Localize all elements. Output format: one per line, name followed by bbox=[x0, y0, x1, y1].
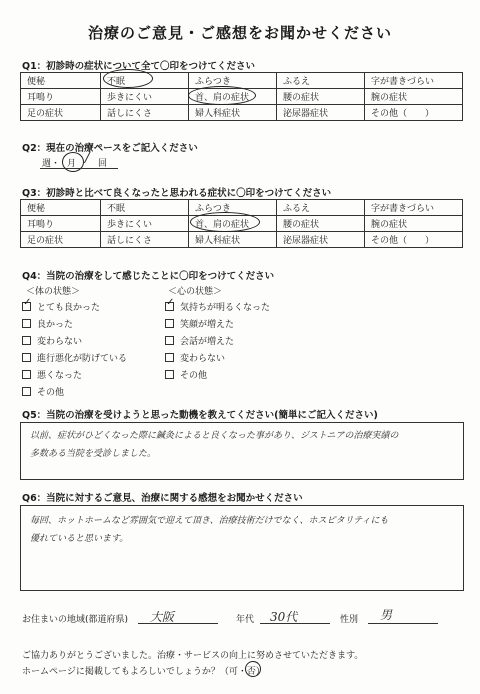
q4-mind-option[interactable]: その他 bbox=[165, 368, 207, 381]
q1-cell[interactable]: 歩きにくい bbox=[101, 89, 189, 105]
checkbox-icon[interactable] bbox=[22, 353, 31, 362]
checkbox-icon[interactable] bbox=[165, 370, 174, 379]
gender-underline[interactable] bbox=[368, 623, 438, 624]
q2-heading: Q2：現在の治療ペースをご記入ください bbox=[22, 143, 198, 154]
q3-cell[interactable]: ふらつき bbox=[189, 200, 277, 216]
q1-cell[interactable]: その他（ ） bbox=[365, 105, 463, 121]
q3-cell[interactable]: ふるえ bbox=[277, 200, 365, 216]
q4-mind-title: ＜心の状態＞ bbox=[168, 287, 223, 297]
q1-cell[interactable]: 泌尿器症状 bbox=[277, 105, 365, 121]
q6-answer-line: 優れていると思います。 bbox=[30, 534, 129, 544]
q6-answer-line: 毎回、ホットホームなど雰囲気で迎えて頂き、治療技術だけでなく、ホスピタリティにも bbox=[30, 516, 389, 526]
q1-cell[interactable]: 腕の症状 bbox=[365, 89, 463, 105]
q1-circle-mark bbox=[103, 69, 153, 88]
q1-cell[interactable]: ふらつき bbox=[189, 73, 277, 89]
q6-heading: Q6：当院に対するご意見、治療に関する感想をお聞かせください bbox=[22, 493, 303, 504]
q3-cell[interactable]: 便秘 bbox=[21, 200, 101, 216]
checkbox-icon[interactable] bbox=[22, 336, 31, 345]
checkbox-icon[interactable] bbox=[165, 319, 174, 328]
q3-cell[interactable]: 足の症状 bbox=[21, 232, 101, 248]
checkbox-icon[interactable] bbox=[165, 353, 174, 362]
age-underline[interactable] bbox=[260, 623, 330, 624]
region-value: 大阪 bbox=[150, 610, 175, 624]
q4-body-option[interactable]: 悪くなった bbox=[22, 368, 82, 381]
q3-cell[interactable]: 婦人科症状 bbox=[189, 232, 277, 248]
gender-label: 性別 bbox=[340, 615, 359, 625]
q1-cell[interactable]: 首、肩の症状 bbox=[189, 89, 277, 105]
q1-circle-mark bbox=[188, 86, 256, 105]
q3-cell[interactable]: 耳鳴り bbox=[21, 216, 101, 232]
q3-cell[interactable]: 字が書きづらい bbox=[365, 200, 463, 216]
q4-mind-option[interactable]: 会話が増えた bbox=[165, 334, 234, 347]
region-underline[interactable] bbox=[138, 623, 218, 624]
thanks-line: ご協力ありがとうございました。治療・サービスの向上に努めさせていただきます。 bbox=[22, 651, 364, 661]
q4-body-option[interactable]: 良かった bbox=[22, 317, 73, 330]
checkbox-icon[interactable] bbox=[165, 336, 174, 345]
q3-cell[interactable]: 泌尿器症状 bbox=[277, 232, 365, 248]
checkbox-icon[interactable] bbox=[22, 387, 31, 396]
q4-body-option[interactable]: 進行悪化が防げている bbox=[22, 351, 127, 364]
q5-heading: Q5：当院の治療を受けようと思った動機を教えてください(簡単にご記入ください) bbox=[22, 410, 378, 421]
q1-cell[interactable]: 足の症状 bbox=[21, 105, 101, 121]
q3-cell[interactable]: 歩きにくい bbox=[101, 216, 189, 232]
q1-cell[interactable]: 腰の症状 bbox=[277, 89, 365, 105]
q1-cell[interactable]: 字が書きづらい bbox=[365, 73, 463, 89]
q4-body-option[interactable]: ✓とても良かった bbox=[22, 300, 100, 313]
q3-heading: Q3：初診時と比べて良くなったと思われる症状に〇印をつけてください bbox=[22, 188, 332, 199]
q4-body-option[interactable]: その他 bbox=[22, 385, 64, 398]
checkbox-icon[interactable] bbox=[22, 370, 31, 379]
q2-week-label: 週・ bbox=[42, 159, 61, 169]
q3-circle-mark bbox=[190, 212, 260, 232]
q2-month-label: 月 bbox=[67, 159, 77, 169]
q4-mind-option[interactable]: ✓気持ちが明るくなった bbox=[165, 300, 270, 313]
q4-heading: Q4：当院の治療をして感じたことに〇印をつけてください bbox=[22, 271, 275, 282]
age-value: 30代 bbox=[270, 610, 298, 624]
age-label: 年代 bbox=[236, 615, 255, 625]
q3-cell[interactable]: その他（ ） bbox=[365, 232, 463, 248]
region-label: お住まいの地域(都道府県) bbox=[22, 615, 129, 625]
q3-cell[interactable]: 首、肩の症状 bbox=[189, 216, 277, 232]
q2-times-label: 回 bbox=[98, 159, 108, 169]
q5-answer-line: 以前、症状がひどくなった際に鍼灸によると良くなった事があり、ジストニアの治療実績の bbox=[30, 431, 399, 441]
q3-cell[interactable]: 話しにくさ bbox=[101, 232, 189, 248]
permission-circle-mark bbox=[245, 661, 261, 677]
checkbox-checked-icon[interactable] bbox=[165, 302, 174, 311]
q3-cell[interactable]: 腕の症状 bbox=[365, 216, 463, 232]
q1-cell[interactable]: 話しにくさ bbox=[101, 105, 189, 121]
gender-value: 男 bbox=[380, 608, 393, 622]
q1-cell[interactable]: 婦人科症状 bbox=[189, 105, 277, 121]
q1-heading: Q1：初診時の症状について全て〇印をつけてください bbox=[22, 61, 255, 72]
checkbox-checked-icon[interactable] bbox=[22, 302, 31, 311]
q1-cell[interactable]: 耳鳴り bbox=[21, 89, 101, 105]
q1-cell[interactable]: ふるえ bbox=[277, 73, 365, 89]
q1-cell[interactable]: 不眠 bbox=[101, 73, 189, 89]
q3-cell[interactable]: 不眠 bbox=[101, 200, 189, 216]
q4-body-option[interactable]: 変わらない bbox=[22, 334, 82, 347]
page-title: 治療のご意見・ご感想をお聞かせください bbox=[87, 24, 392, 42]
q2-underline bbox=[40, 168, 118, 169]
q1-cell[interactable]: 便秘 bbox=[21, 73, 101, 89]
q4-mind-option[interactable]: 変わらない bbox=[165, 351, 225, 364]
q4-mind-option[interactable]: 笑顔が増えた bbox=[165, 317, 234, 330]
q3-cell[interactable]: 腰の症状 bbox=[277, 216, 365, 232]
checkbox-icon[interactable] bbox=[22, 319, 31, 328]
q5-answer-line: 多数ある当院を受診しました。 bbox=[30, 449, 157, 459]
q4-body-title: ＜体の状態＞ bbox=[26, 287, 81, 297]
q2-slash: / bbox=[85, 150, 90, 166]
publish-permission-line: ホームページに掲載してもよろしいでしょうか？（可・否） bbox=[22, 667, 265, 677]
